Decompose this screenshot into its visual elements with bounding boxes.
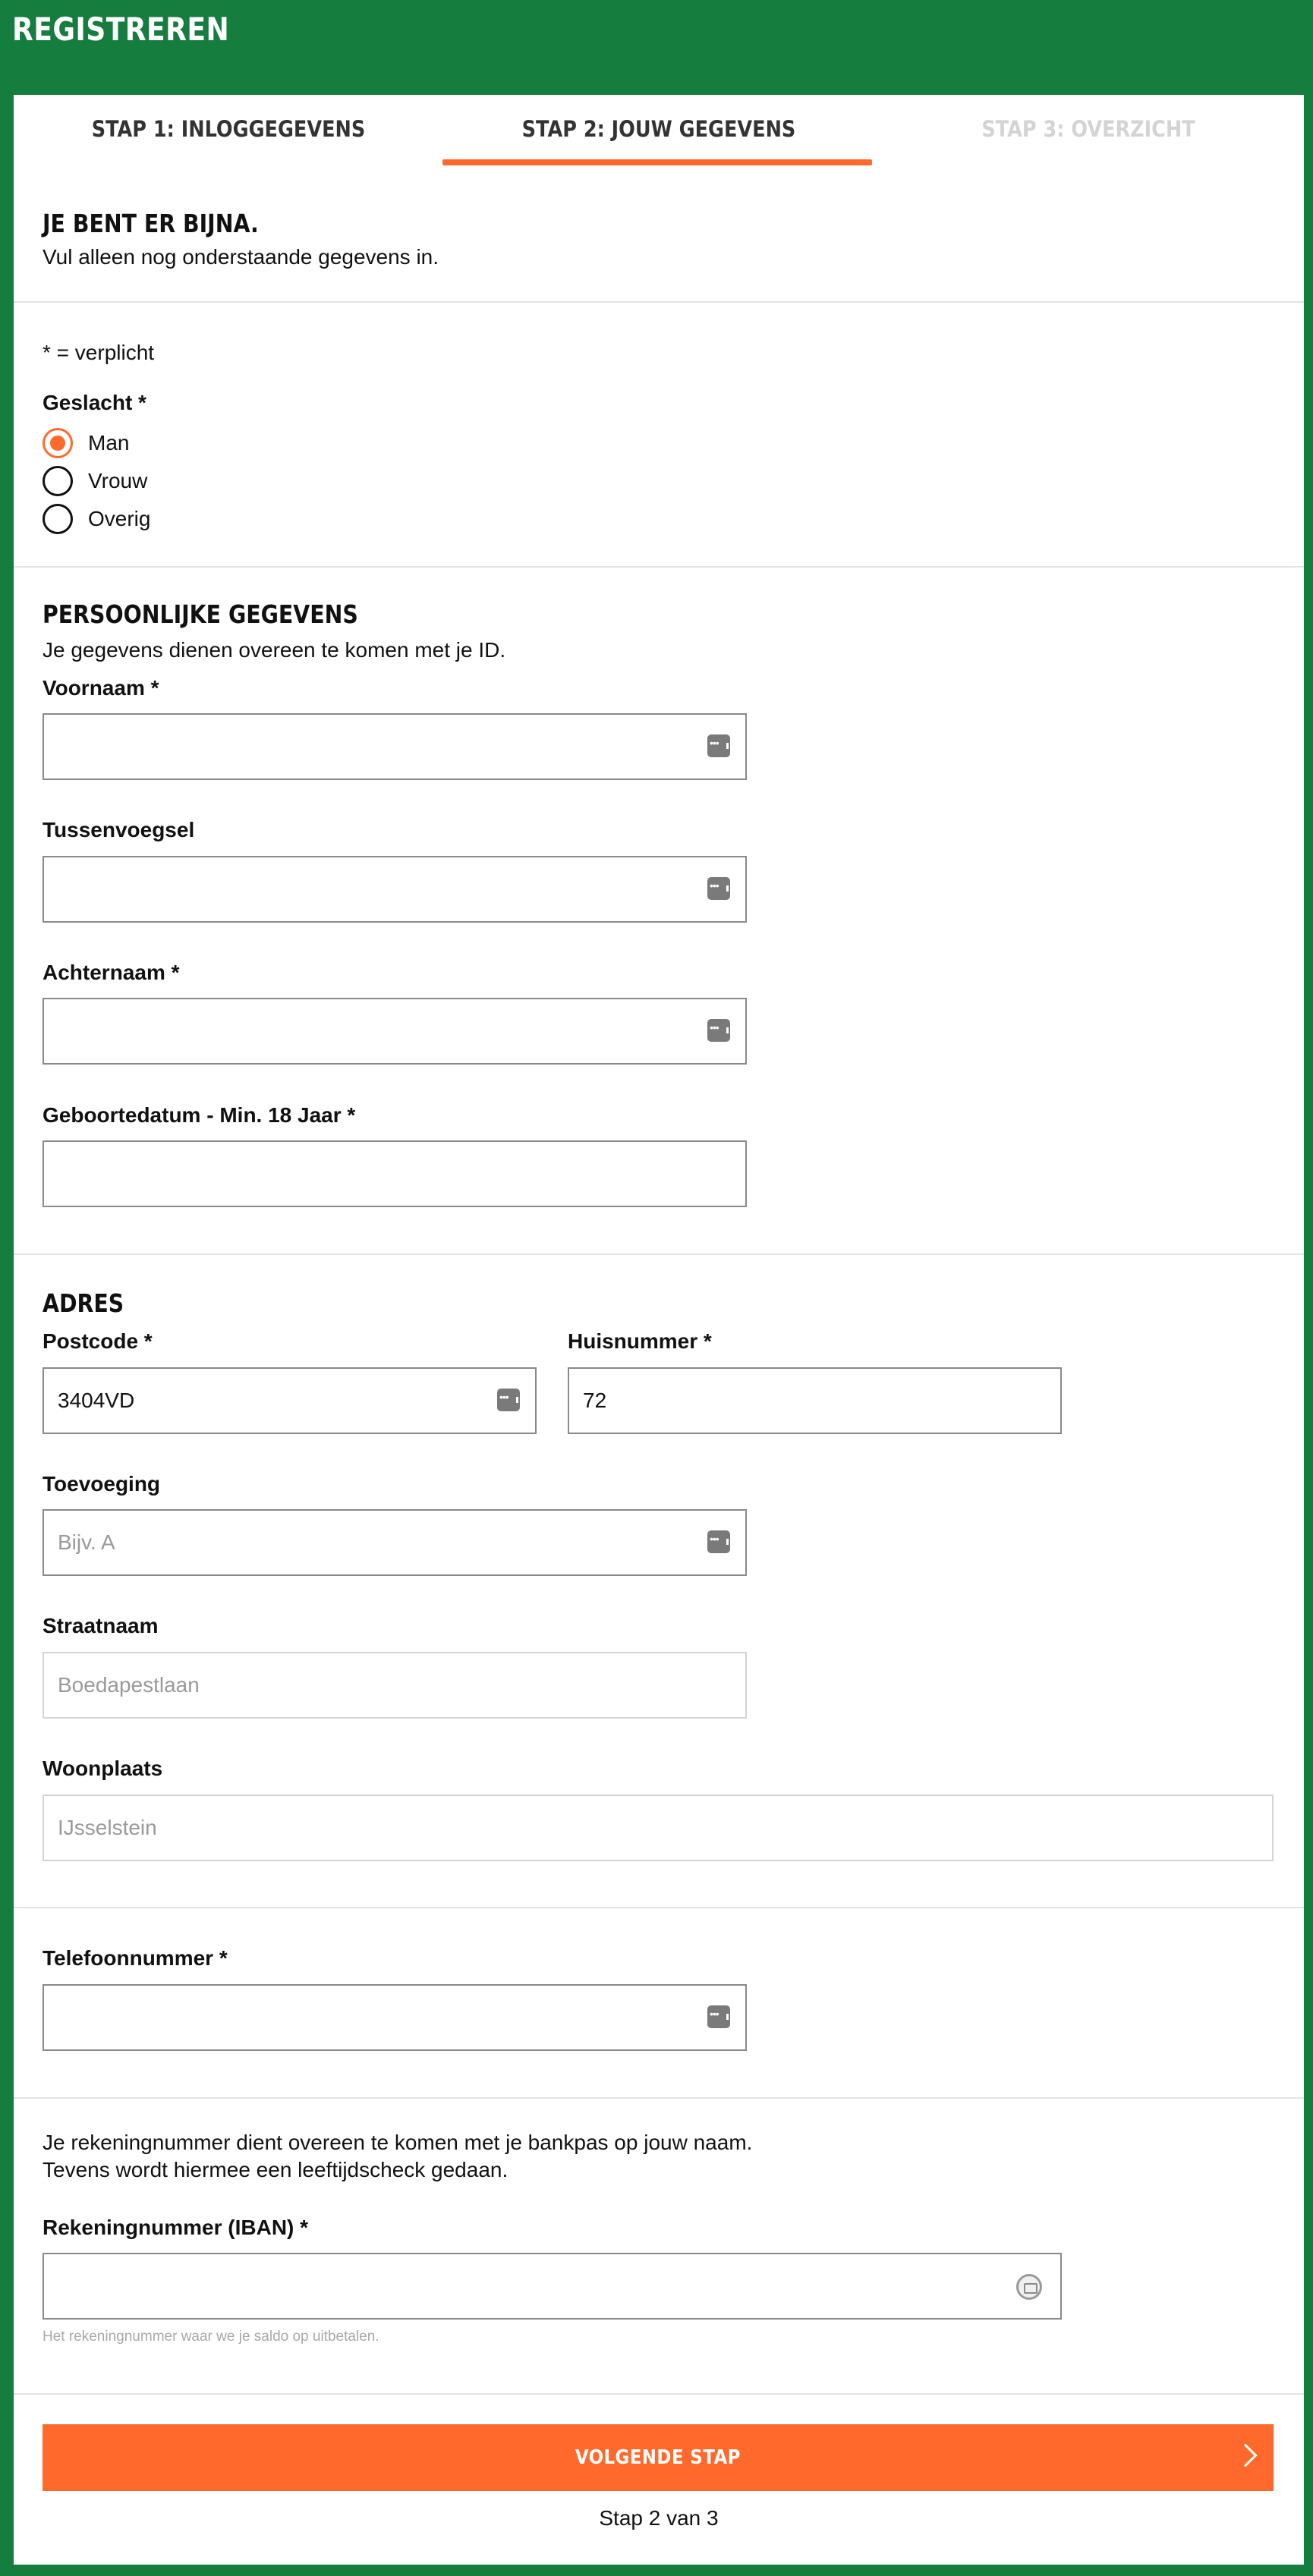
autofill-icon[interactable]	[707, 2005, 730, 2028]
autofill-icon[interactable]	[497, 1389, 520, 1411]
postcode-field[interactable]	[43, 1367, 537, 1434]
birthdate-input[interactable]	[58, 1142, 745, 1206]
intro-text: Vul alleen nog onderstaande gegevens in.	[43, 245, 439, 269]
postcode-label: Postcode *	[43, 1329, 153, 1353]
firstname-label: Voornaam *	[43, 676, 159, 700]
step-tabs	[14, 95, 1304, 167]
city-field	[43, 1794, 1274, 1861]
step-3-tab: STAP 3: OVERZICHT	[981, 116, 1195, 142]
divider	[14, 301, 1304, 303]
radio-label-vrouw: Vrouw	[88, 469, 148, 492]
city-label: Woonplaats	[43, 1757, 163, 1780]
personal-section-title: PERSOONLIJKE GEGEVENS	[43, 599, 358, 629]
lastname-label: Achternaam *	[43, 961, 180, 984]
address-section-title: ADRES	[43, 1288, 124, 1318]
housenumber-label: Huisnummer *	[568, 1329, 712, 1353]
infix-label: Tussenvoegsel	[43, 818, 195, 841]
street-field	[43, 1652, 747, 1719]
gender-option-vrouw[interactable]	[43, 464, 147, 498]
gender-option-man[interactable]	[43, 426, 129, 460]
divider	[14, 2393, 1304, 2395]
iban-input[interactable]	[58, 2254, 1060, 2318]
radio-vrouw[interactable]	[43, 466, 73, 496]
phone-field[interactable]	[43, 1984, 747, 2051]
gender-option-overig[interactable]	[43, 502, 150, 536]
step-1-tab[interactable]: STAP 1: INLOGGEGEVENS	[91, 116, 366, 142]
housenumber-field[interactable]	[568, 1367, 1062, 1434]
addition-label: Toevoeging	[43, 1472, 161, 1496]
radio-label-overig: Overig	[88, 507, 151, 530]
addition-input[interactable]	[58, 1511, 745, 1574]
credit-card-icon[interactable]	[1016, 2274, 1042, 2300]
autofill-icon[interactable]	[707, 877, 730, 900]
active-step-indicator	[442, 159, 872, 165]
iban-hint: Het rekeningnummer waar we je saldo op uitbetalen.	[43, 2329, 379, 2345]
app-header	[0, 0, 1313, 95]
step-progress-text: Stap 2 van 3	[599, 2506, 719, 2530]
lastname-input[interactable]	[58, 999, 745, 1063]
firstname-field[interactable]	[43, 713, 747, 780]
city-value: IJsselstein	[58, 1816, 157, 1839]
radio-man[interactable]	[43, 428, 73, 458]
step-2-tab: STAP 2: JOUW GEGEVENS	[521, 116, 796, 142]
bank-info-line-2: Tevens wordt hiermee een leeftijdscheck gedaan.	[43, 2158, 509, 2181]
street-value: Boedapestlaan	[58, 1673, 200, 1697]
gender-label: Geslacht *	[43, 391, 146, 414]
divider	[14, 566, 1304, 568]
next-step-button[interactable]	[43, 2424, 1274, 2491]
birthdate-field[interactable]	[43, 1140, 747, 1207]
birthdate-label: Geboortedatum - Min. 18 Jaar *	[43, 1103, 356, 1127]
autofill-icon[interactable]	[707, 734, 730, 757]
radio-overig[interactable]	[43, 504, 73, 534]
required-note: * = verplicht	[43, 341, 155, 364]
personal-section-subtitle: Je gegevens dienen overeen te komen met je ID.	[43, 638, 506, 662]
autofill-icon[interactable]	[707, 1530, 730, 1553]
divider	[14, 1253, 1304, 1255]
iban-label: Rekeningnummer (IBAN) *	[43, 2216, 309, 2239]
firstname-input[interactable]	[58, 715, 745, 778]
infix-field[interactable]	[43, 856, 747, 923]
page-title: REGISTREREN	[12, 11, 230, 48]
intro-title: JE BENT ER BIJNA.	[43, 209, 259, 238]
divider	[14, 2097, 1304, 2099]
registration-panel	[14, 95, 1304, 2565]
phone-label: Telefoonnummer *	[43, 1946, 228, 1970]
radio-label-man: Man	[88, 431, 130, 454]
street-label: Straatnaam	[43, 1614, 159, 1637]
next-step-label: VOLGENDE STAP	[575, 2446, 741, 2469]
addition-field[interactable]	[43, 1509, 747, 1576]
lastname-field[interactable]	[43, 998, 747, 1065]
postcode-input[interactable]	[58, 1369, 535, 1433]
housenumber-input[interactable]	[583, 1369, 1060, 1433]
bank-info-line-1: Je rekeningnummer dient overeen te komen met je bankpas op jouw naam.	[43, 2131, 753, 2154]
chevron-right-icon	[1233, 2443, 1257, 2467]
iban-field[interactable]	[43, 2253, 1062, 2320]
autofill-icon[interactable]	[707, 1019, 730, 1042]
infix-input[interactable]	[58, 857, 745, 921]
divider	[14, 1907, 1304, 1908]
phone-input[interactable]	[58, 1986, 745, 2049]
